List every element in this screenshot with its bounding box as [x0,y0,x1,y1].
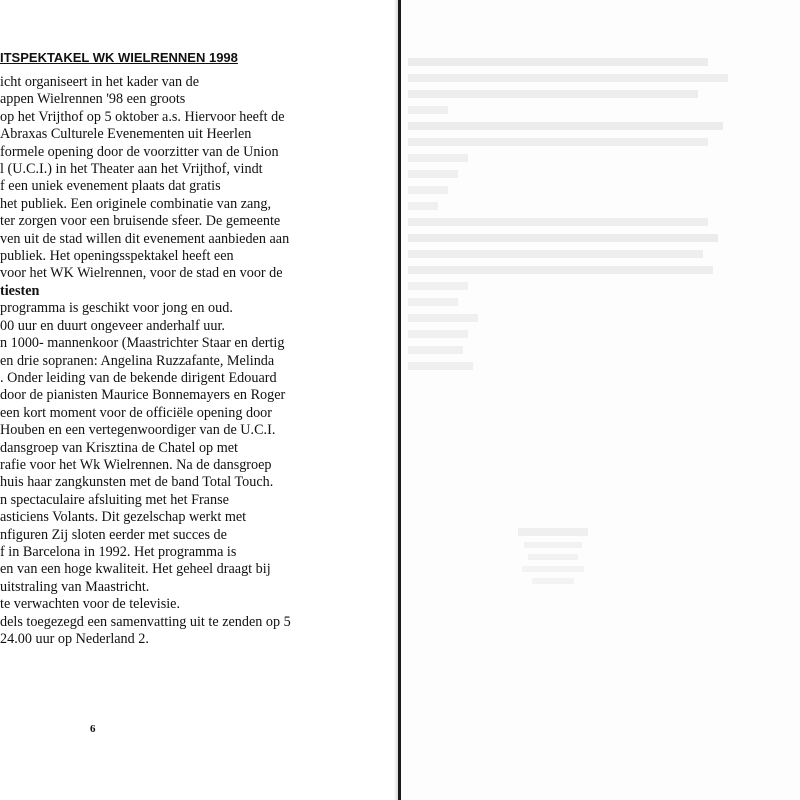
text-line: n 1000- mannenkoor (Maastrichter Staar en dertig [0,335,285,352]
text-line: en drie sopranen: Angelina Ruzzafante, Melinda [0,352,275,369]
text-line: uitstraling van Maastricht. [0,578,150,595]
text-line: Abraxas Culturele Evenementen uit Heerlen [0,126,252,143]
text-line: n spectaculaire afsluiting met het Franse [0,491,229,508]
text-line: dels toegezegd een samenvatting uit te zenden op 5 [0,613,291,630]
text-line: ven uit de stad willen dit evenement aanbieden aan [0,230,290,247]
text-line: formele opening door de voorzitter van de Union [0,143,279,160]
text-line: . Onder leiding van de bekende dirigent Edouard [0,369,277,386]
text-line: 00 uur en duurt ongeveer anderhalf uur. [0,317,225,334]
text-line: het publiek. Een originele combinatie van zang, [0,195,272,212]
text-line: icht organiseert in het kader van de [0,74,200,90]
bleed-through-text [408,52,738,378]
text-line: huis haar zangkunsten met de band Total Touch. [0,474,274,491]
text-line: dansgroep van Krisztina de Chatel op met [0,439,238,456]
page-number: 6 [90,723,96,735]
text-line: 24.00 uur op Nederland 2. [0,631,149,647]
text-line: te verwachten voor de televisie. [0,596,181,613]
faded-logo-graphic [518,528,588,588]
article-heading: ITSPEKTAKEL WK WIELRENNEN 1998 [0,50,238,65]
article-body [0,74,330,648]
text-line: op het Vrijthof op 5 oktober a.s. Hiervoor heeft de [0,108,285,125]
text-line: appen Wielrennen '98 een groots [0,91,186,108]
text-line: nfiguren Zij sloten eerder met succes de [0,526,227,543]
text-line: een kort moment voor de officiële opening door [0,404,272,421]
section-heading: tiesten [0,282,40,299]
text-line: l (U.C.I.) in het Theater aan het Vrijthof, vindt [0,161,263,178]
text-line: Houben en een vertegenwoordiger van de U.C.I. [0,422,276,439]
text-line: f een uniek evenement plaats dat gratis [0,178,221,195]
page-divider [398,0,401,800]
text-line: en van een hoge kwaliteit. Het geheel draagt bij [0,561,271,578]
text-line: rafie voor het Wk Wielrennen. Na de dansgroep [0,456,272,473]
text-line: voor het WK Wielrennen, voor de stad en voor de [0,265,283,282]
text-line: publiek. Het openingsspektakel heeft een [0,248,234,265]
right-page [400,0,800,800]
text-line: door de pianisten Maurice Bonnemayers en Roger [0,387,286,404]
text-line: ter zorgen voor een bruisende sfeer. De gemeente [0,213,281,230]
text-line: programma is geschikt voor jong en oud. [0,300,233,317]
text-line: f in Barcelona in 1992. Het programma is [0,543,237,560]
text-line: asticiens Volants. Dit gezelschap werkt met [0,509,247,526]
